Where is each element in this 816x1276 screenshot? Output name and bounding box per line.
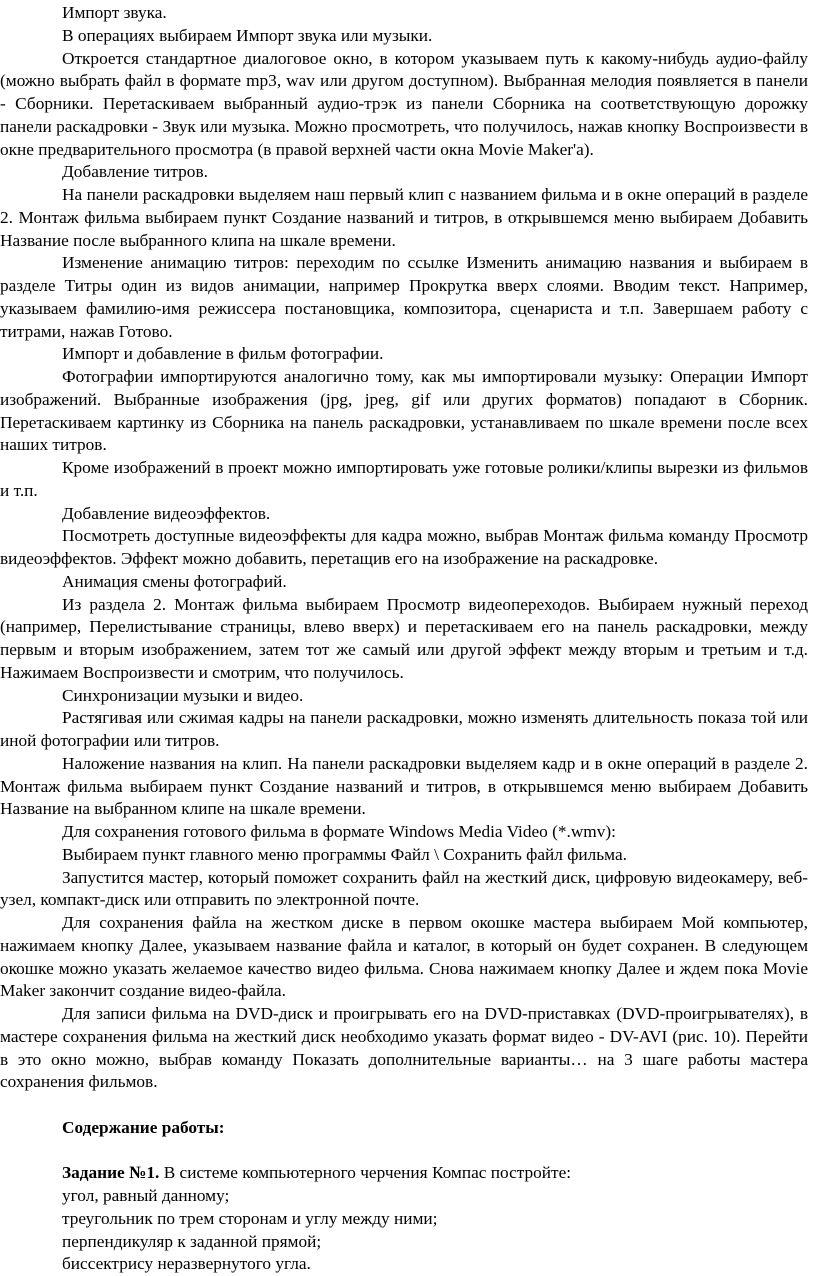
task-item: треугольник по трем сторонам и углу между ними;: [62, 1208, 438, 1228]
spacer: [0, 1094, 808, 1117]
paragraph-import-sound-heading: Импорт звука.: [62, 3, 167, 22]
paragraph-sync: Растягивая или сжимая кадры на панели раскадровки, можно изменять длительность показа той или иной фотографии или титров.: [0, 708, 808, 750]
paragraph-import-sound-step: В операциях выбираем Импорт звука или музыки.: [62, 25, 433, 45]
paragraph-title-animation: Изменение анимацию титров: переходим по ссылке Изменить анимацию названия и выбираем в разделе Титры один из видов анимации, например Прокрутка вверх слоями. Вводим текст. Например, указываем фамилию-имя режиссера постановщика, композитора, сценариста и т.п. Завершаем работу с титрами, нажав Готово.: [0, 253, 808, 341]
paragraph-import-clips: Кроме изображений в проект можно импортировать уже готовые ролики/клипы вырезки из фильмов и т.п.: [0, 458, 808, 500]
paragraph-save-wizard: Запустится мастер, который поможет сохранить файл на жесткий диск, цифровую видеокамеру, веб-узел, компакт-диск или отправить по электронной почте.: [0, 867, 808, 910]
paragraph-save-hdd: Для сохранения файла на жестком диске в первом окошке мастера выбираем Мой компьютер, нажимаем кнопку Далее, указываем название файла и каталог, в который он будет сохранен. В следующем окошке можно указать желаемое качество видео фильма. Снова нажимаем кнопку Далее и ждем пока Movie Maker закончит создание видео-файла.: [0, 913, 808, 1001]
paragraph-save-menu: Выбираем пункт главного меню программы Файл \ Сохранить файл фильма.: [62, 844, 627, 864]
paragraph-save-format: Для сохранения готового фильма в формате Windows Media Video (*.wmv):: [62, 822, 616, 841]
spacer: [0, 1140, 808, 1163]
task-text: В системе компьютерного черчения Компас постройте:: [159, 1163, 572, 1183]
paragraph-import-photos: Фотографии импортируются аналогично тому, как мы импортировали музыку: Операции Импорт изображений. Выбранные изображения (jpg, jpeg, gif или других форматов) попадают в Сборник. Перетаскиваем картинку из Сборника на панель раскадровки, устанавливаем по шкале времени после всех наших титров.: [0, 367, 808, 455]
task-item: угол, равный данному;: [62, 1186, 230, 1205]
task-item: биссектрису неразвернутого угла.: [62, 1254, 311, 1274]
paragraph-import-photos-heading: Импорт и добавление в фильм фотографии.: [62, 344, 384, 364]
task-label: Задание №1.: [62, 1163, 160, 1183]
section-heading: Содержание работы:: [62, 1117, 225, 1137]
task-item: перпендикуляр к заданной прямой;: [62, 1231, 322, 1251]
paragraph-sync-heading: Синхронизации музыки и видео.: [62, 685, 304, 705]
task-line: [0, 1162, 808, 1185]
paragraph-save-dvd: Для записи фильма на DVD-диск и проигрывать его на DVD-приставках (DVD-проигрывателях), в мастере сохранения фильма на жесткий диск необходимо указать формат видео - DV-AVI (рис. 10). Перейти в это окно можно, выбрав команду Показать дополнительные варианты… на 3 шаге работы мастера сохранения фильмов.: [0, 1004, 808, 1092]
paragraph-add-titles: На панели раскадровки выделяем наш первый клип с названием фильма и в окне операций в разделе 2. Монтаж фильма выбираем пункт Создание названий и титров, в открывшемся меню выбираем Добавить Название после выбранного клипа на шкале времени.: [0, 185, 808, 250]
paragraph-video-effects: Посмотреть доступные видеоэффекты для кадра можно, выбрав Монтаж фильма команду Просмотр видеоэффектов. Эффект можно добавить, перетащив его на изображение на раскадровке.: [0, 526, 808, 568]
paragraph-overlay-title: Наложение названия на клип. На панели раскадровки выделяем кадр и в окне операций в разделе 2. Монтаж фильма выбираем пункт Создание названий и титров, в открывшемся меню выбираем Добавить Название на выбранном клипе на шкале времени.: [0, 753, 808, 819]
paragraph-video-effects-heading: Добавление видеоэффектов.: [62, 503, 271, 523]
paragraph-transitions: Из раздела 2. Монтаж фильма выбираем Просмотр видеопереходов. Выбираем нужный переход (например, Перелистывание страницы, влево вверх) и перетаскиваем его на панель раскадровки, между первым и вторым изображением, затем тот же самый или другой эффект между вторым и третьим и т.д. Нажимаем Воспроизвести и смотрим, что получилось.: [0, 594, 808, 682]
paragraph-add-titles-heading: Добавление титров.: [62, 162, 208, 182]
paragraph-open-dialog: Откроется стандартное диалоговое окно, в котором указываем путь к какому-нибудь аудио-файлу (можно выбрать файл в формате mp3, wav или другом доступном). Выбранная мелодия появляется в панели - Сборники. Перетаскиваем выбранный аудио-трэк из панели Сборника на соответствующую дорожку панели раскадровки - Звук или музыка. Можно просмотреть, что получилось, нажав кнопку Воспроизвести в окне предварительного просмотра (в правой верхней части окна Movie Maker'a).: [0, 48, 808, 159]
paragraph-transitions-heading: Анимация смены фотографий.: [62, 571, 287, 591]
